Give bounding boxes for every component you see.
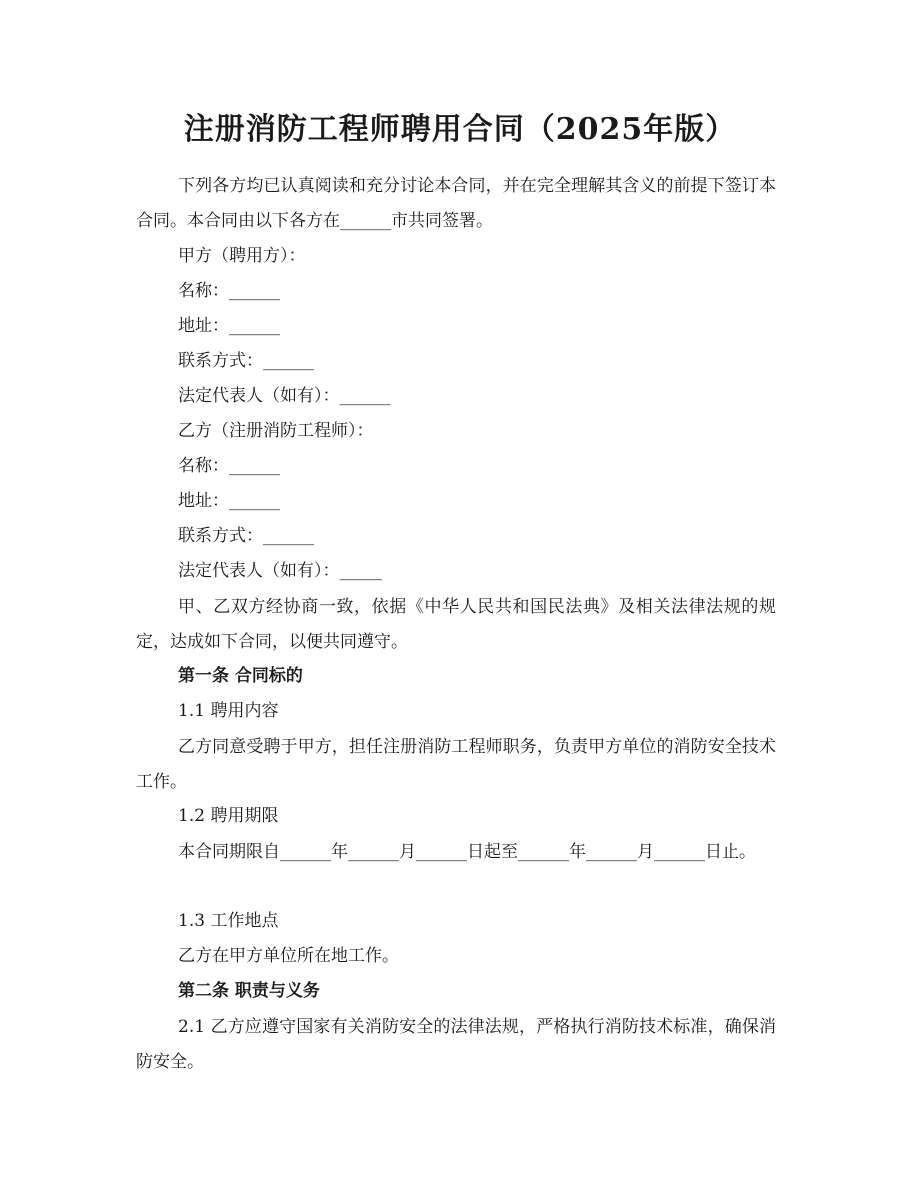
- section-2-1-body: 2.1 乙方应遵守国家有关消防安全的法律法规，严格执行消防技术标准，确保消防安全。: [136, 1017, 776, 1072]
- party-a-contact: 联系方式：______: [178, 351, 314, 371]
- party-b-contact: 联系方式：______: [178, 526, 314, 546]
- agreement-paragraph: 甲、乙双方经协商一致，依据《中华人民共和国民法典》及相关法律法规的规定，达成如下合同，以便共同遵守。: [136, 597, 776, 652]
- party-a-address: 地址：______: [178, 316, 280, 336]
- section-1-3-title: 1.3 工作地点: [178, 911, 279, 931]
- party-a-legal-rep: 法定代表人（如有）：______: [178, 386, 391, 406]
- section-1-3-body: 乙方在甲方单位所在地工作。: [178, 946, 399, 966]
- document-title: 注册消防工程师聘用合同（2025年版）: [183, 112, 737, 147]
- article-1-heading: 第一条 合同标的: [178, 666, 303, 686]
- party-b-address: 地址：______: [178, 491, 280, 511]
- party-b-name: 名称：______: [178, 456, 280, 476]
- section-1-1-body: 乙方同意受聘于甲方，担任注册消防工程师职务，负责甲方单位的消防安全技术工作。: [136, 737, 776, 792]
- party-a-name: 名称：______: [178, 281, 280, 301]
- section-1-2-title: 1.2 聘用期限: [178, 806, 279, 826]
- article-2-heading: 第二条 职责与义务: [178, 981, 320, 1001]
- party-b-heading: 乙方（注册消防工程师）：: [178, 421, 374, 441]
- section-1-2-body: 本合同期限自______年______月______日起至______年______月______日止。: [178, 842, 756, 862]
- party-a-heading: 甲方（聘用方）：: [178, 246, 306, 266]
- party-b-legal-rep: 法定代表人（如有）：_____: [178, 561, 382, 581]
- section-1-1-title: 1.1 聘用内容: [178, 701, 279, 721]
- intro-paragraph: 下列各方均已认真阅读和充分讨论本合同，并在完全理解其含义的前提下签订本合同。本合同由以下各方在______市共同签署。: [136, 176, 776, 231]
